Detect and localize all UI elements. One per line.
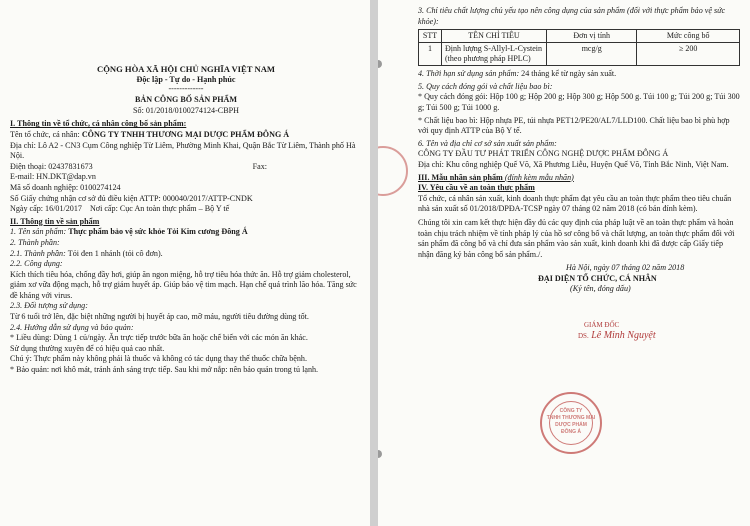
product-name-line [10, 227, 362, 238]
sign-title: ĐẠI DIỆN TỔ CHỨC, CÁ NHÂN [538, 273, 657, 283]
product-name: Thực phẩm bảo vệ sức khỏe Tỏi Kim cương Đông Á [68, 227, 248, 237]
sign-note: (Ký tên, đóng dấu) [570, 284, 631, 294]
regular-use-text: Sử dụng thường xuyên để có hiệu quả cao nhất. [10, 343, 165, 353]
fax: Fax: [252, 161, 267, 171]
material-text: * Chất liệu bao bì: Hộp nhựa PE, túi nhựa PET12/PE20/AL7/LLD100. Chất liệu bao bì phù hợp với quy định ATTP của Bộ Y tế. [418, 115, 730, 136]
stamp-line: CÔNG TY [559, 408, 583, 414]
instructions-heading: 2.4. Hướng dẫn sử dụng và bảo quản: [10, 322, 134, 332]
org-line [10, 130, 362, 141]
page-divider [370, 0, 378, 526]
director-title: GIÁM ĐỐC [584, 321, 620, 330]
phone: Điện thoại: 02437831673 [10, 161, 93, 171]
requirement-1: Tổ chức, cá nhân sản xuất, kinh doanh thực phẩm đạt yêu cầu an toàn thực phẩm theo tiêu chuẩn nhà sản xuất số 01/2018/DPĐA-TCSP ngày 07 tháng 02 năm 2018 (có bản đính kèm). [418, 193, 732, 214]
table-header-row [419, 30, 740, 43]
users-text: Từ 6 tuổi trở lên, đặc biệt những người bị huyết áp cao, mỡ máu, người tiêu đường dùng tốt. [10, 312, 309, 322]
header-level: Mức công bố [637, 30, 740, 43]
signer-line [578, 331, 740, 342]
stamp-line: DƯỢC PHẨM [555, 422, 587, 428]
storage-text: * Bảo quản: nơi khô mát, tránh ánh sáng trực tiếp. Sau khi mở nắp: nên bảo quản trong tủ lạnh. [10, 365, 319, 375]
composition-heading: 2. Thành phần: [10, 237, 60, 247]
uses-text: Kích thích tiêu hóa, chống đầy hơi, giúp ăn ngon miệng, hỗ trợ tiêu hóa thức ăn. Hỗ trợ giảm cholesterol, giảm xơ vữa động mạch, hỗ trợ giảm huyết áp. Giúp bảo vệ tim mạch. Hạn chế quá trình lão hóa. Tăng sức đề kháng với virus. [10, 269, 357, 300]
ingredients: Tỏi đen 1 nhánh (tỏi cô đơn). [67, 248, 163, 258]
note-text: Chú ý: Thực phẩm này không phải là thuốc và không có tác dụng thay thế thuốc chữa bệnh. [10, 354, 308, 364]
quality-heading: 3. Chỉ tiêu chất lượng chủ yếu tạo nên công dụng của sản phẩm (đối với thực phẩm bảo vệ sức khỏe): [418, 6, 726, 26]
left-page [0, 0, 370, 526]
motto-rule: ------------- [168, 84, 204, 94]
cell-indicator: Định lượng S-Allyl-L-Cystein (theo phương pháp HPLC) [442, 43, 547, 66]
uses-heading: 2.2. Công dụng: [10, 259, 63, 269]
stamp-line: ĐÔNG Á [561, 429, 581, 435]
signer-name: Lê Minh Nguyệt [591, 329, 656, 341]
cell-stt: 1 [419, 43, 442, 66]
signer-prefix: DS. [578, 331, 589, 340]
motto: Độc lập - Tự do - Hạnh phúc [136, 74, 236, 84]
country-header: CỘNG HÒA XÃ HỘI CHỦ NGHĨA VIỆT NAM [96, 64, 276, 74]
header-indicator: TÊN CHỈ TIÊU [442, 30, 547, 43]
punch-hole [378, 60, 382, 68]
table-row [419, 43, 740, 66]
right-page [378, 0, 750, 526]
document-title: BẢN CÔNG BỐ SẢN PHẨM [134, 95, 238, 105]
tax-code: Mã số doanh nghiệp: 0100274124 [10, 182, 121, 192]
cert-place: Nơi cấp: Cục An toàn thực phẩm – Bộ Y tế [89, 204, 230, 214]
cell-level: ≥ 200 [637, 43, 740, 66]
manufacturer-name: CÔNG TY ĐẦU TƯ PHÁT TRIỂN CÔNG NGHỆ DƯỢC PHẨM ĐÔNG Á [418, 149, 669, 159]
org-address: Địa chỉ: Lô A2 - CN3 Cụm Công nghiệp Từ Liêm, Phường Minh Khai, Quận Bắc Từ Liêm, Thành phố Hà Nội. [10, 140, 356, 161]
seal-stamp [378, 146, 408, 196]
packing-text: * Quy cách đóng gói: Hộp 100 g; Hộp 200 g; Hộp 300 g; Hộp 500 g. Túi 100 g; Túi 200 g; Túi 300 g; Túi 500 g; Túi 1000 g. [418, 92, 740, 112]
sign-date: Hà Nội, ngày 07 tháng 02 năm 2018 [566, 263, 685, 273]
header-unit: Đơn vị tính [547, 30, 637, 43]
org-name: CÔNG TY TNHH THƯƠNG MẠI DƯỢC PHẨM ĐÔNG Á [81, 129, 290, 139]
header-stt: STT [419, 30, 442, 43]
certificate-number: Số Giấy chứng nhận cơ sở đủ điều kiện ATTP: 000040/2017/ATTP-CNDK [10, 193, 253, 203]
ingredients-label: 2.1. Thành phần: [10, 248, 68, 258]
manufacturer-address: Địa chỉ: Khu công nghiệp Quế Võ, Xã Phương Liễu, Huyện Quế Võ, Tỉnh Bắc Ninh, Việt Nam. [418, 159, 729, 169]
manufacturer-heading: 6. Tên và địa chỉ cơ sở sản xuất sản phẩm: [418, 138, 557, 148]
dosage-text: * Liều dùng: Dùng 1 củ/ngày. Ăn trực tiếp trước bữa ăn hoặc chế biến với các món ăn khác. [10, 333, 308, 343]
product-name-label: 1. Tên sản phẩm: [10, 227, 69, 237]
cell-unit: mcg/g [547, 43, 637, 66]
section-2-title: II. Thông tin về sản phẩm [10, 216, 100, 226]
section-1-title: I. Thông tin về tổ chức, cá nhân công bố sản phẩm: [10, 119, 187, 129]
document-number: Số: 01/2018/0100274124-CBPH [133, 105, 239, 115]
packing-heading: 5. Quy cách đóng gói và chất liệu bao bì: [418, 81, 553, 91]
section-3-title [418, 173, 740, 184]
shelf-life-line [418, 69, 740, 80]
section-3-label: III. Mẫu nhãn sản phẩm [418, 172, 505, 182]
section-4-title: IV. Yêu cầu về an toàn thực phẩm [418, 183, 535, 193]
section-3-note: (đính kèm mẫu nhãn) [504, 172, 574, 182]
org-label: Tên tổ chức, cá nhân: [10, 129, 82, 139]
company-stamp [540, 392, 602, 454]
users-heading: 2.3. Đối tượng sử dụng: [10, 301, 88, 311]
ingredients-line [10, 249, 362, 260]
quality-table [418, 29, 740, 66]
cert-row [10, 204, 362, 215]
stamp-line: TNHH THƯƠNG MẠI [546, 415, 596, 421]
cert-date: Ngày cấp: 16/01/2017 [10, 204, 82, 214]
email: E-mail: HN.DKT@dap.vn [10, 172, 96, 182]
requirement-2: Chúng tôi xin cam kết thực hiện đầy đủ các quy định của pháp luật về an toàn thực phẩm và hoàn toàn chịu trách nhiệm về tính pháp lý của hồ sơ công bố và chất lượng, an toàn thực phẩm đối với sản phẩm đã công bố và chỉ đưa sản phẩm vào sản xuất, kinh doanh khi đã được cấp Giấy tiếp nhận đăng ký bản công bố sản phẩm./. [418, 217, 735, 259]
phone-fax-row [10, 162, 362, 173]
shelf-life: 24 tháng kể từ ngày sản xuất. [521, 69, 617, 79]
punch-hole [378, 450, 382, 458]
shelf-life-label: 4. Thời hạn sử dụng sản phẩm: [418, 69, 522, 79]
